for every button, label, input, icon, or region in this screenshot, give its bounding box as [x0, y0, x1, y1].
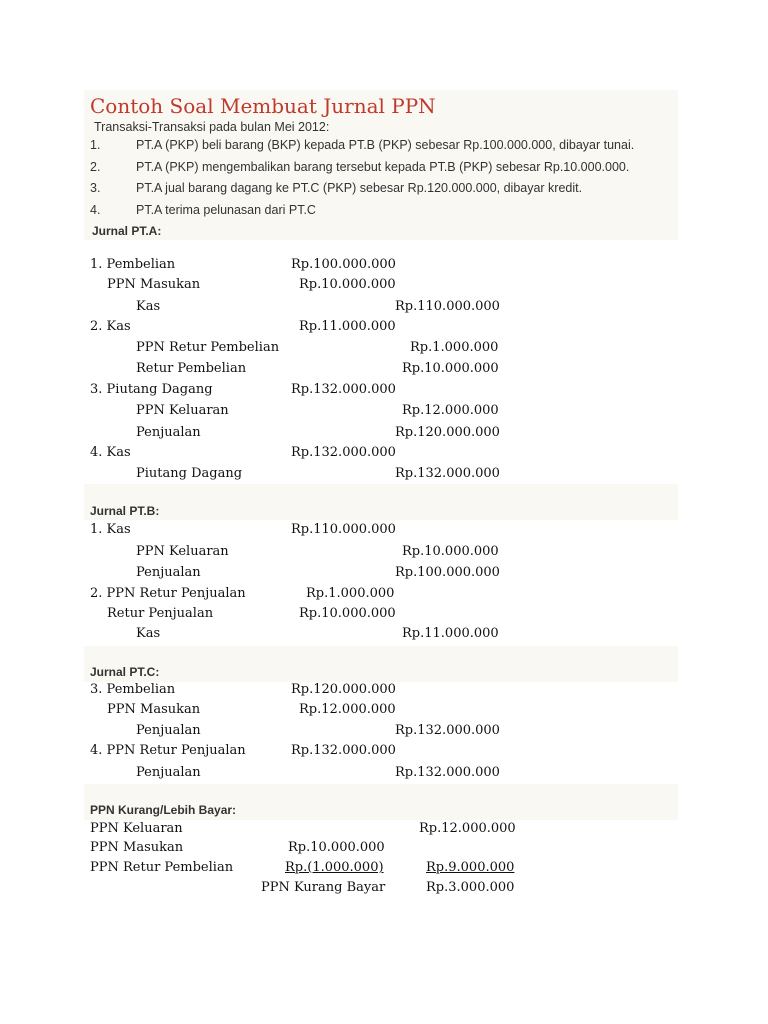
credit-value: Rp.1.000.000: [410, 340, 499, 355]
credit-value: Rp.132.000.000: [395, 466, 500, 481]
account-label: 1. Pembelian: [90, 257, 176, 272]
debit-value: Rp.132.000.000: [291, 743, 396, 758]
account-label: Penjualan: [136, 765, 201, 780]
credit-value: Rp.132.000.000: [395, 765, 500, 780]
account-label: Retur Pembelian: [136, 361, 247, 376]
account-label: PPN Masukan: [107, 277, 201, 292]
debit-value: Rp.10.000.000: [299, 606, 396, 621]
debit-value: Rp.10.000.000: [299, 277, 396, 292]
account-label: Kas: [136, 299, 161, 314]
credit-value: Rp.132.000.000: [395, 723, 500, 738]
ppn-retur-label: PPN Retur Pembelian: [90, 860, 234, 875]
account-label: Retur Penjualan: [107, 606, 214, 621]
debit-value: Rp.132.000.000: [291, 382, 396, 397]
account-label: 4. PPN Retur Penjualan: [90, 743, 246, 758]
ppn-keluaran-label: PPN Keluaran: [90, 821, 183, 836]
debit-value: Rp.120.000.000: [291, 682, 396, 697]
list-item: PT.A (PKP) mengembalikan barang tersebut kepada PT.B (PKP) sebesar Rp.10.000.000.: [136, 160, 630, 174]
ppn-kurang-label: PPN Kurang Bayar: [261, 880, 386, 895]
account-label: PPN Keluaran: [136, 403, 229, 418]
account-label: Penjualan: [136, 723, 201, 738]
account-label: 4. Kas: [90, 445, 131, 460]
jurnal-c-heading: Jurnal PT.C:: [90, 665, 160, 679]
ppn-heading: PPN Kurang/Lebih Bayar:: [90, 803, 237, 817]
debit-value: Rp.100.000.000: [291, 257, 396, 272]
debit-value: Rp.1.000.000: [306, 586, 395, 601]
jurnal-a-heading: Jurnal PT.A:: [92, 224, 162, 238]
jurnal-b-band: [84, 484, 678, 520]
credit-value: Rp.10.000.000: [402, 544, 499, 559]
ppn-subtotal-value: Rp.9.000.000: [426, 860, 515, 875]
list-item: PT.A terima pelunasan dari PT.C: [136, 203, 316, 217]
ppn-masukan-value: Rp.10.000.000: [288, 840, 385, 855]
account-label: PPN Masukan: [107, 702, 201, 717]
credit-value: Rp.100.000.000: [395, 565, 500, 580]
list-item-number: 1.: [90, 138, 101, 152]
page-title: Contoh Soal Membuat Jurnal PPN: [90, 94, 436, 118]
account-label: 3. Piutang Dagang: [90, 382, 213, 397]
debit-value: Rp.110.000.000: [291, 522, 396, 537]
list-item-number: 4.: [90, 203, 101, 217]
account-label: PPN Keluaran: [136, 544, 229, 559]
ppn-retur-value: Rp.(1.000.000): [285, 860, 384, 875]
account-label: PPN Retur Pembelian: [136, 340, 280, 355]
account-label: 1. Kas: [90, 522, 131, 537]
list-item-number: 3.: [90, 181, 101, 195]
credit-value: Rp.110.000.000: [395, 299, 500, 314]
account-label: Piutang Dagang: [136, 466, 243, 481]
account-label: 2. PPN Retur Penjualan: [90, 586, 246, 601]
intro-text: Transaksi-Transaksi pada bulan Mei 2012:: [94, 120, 330, 134]
credit-value: Rp.10.000.000: [402, 361, 499, 376]
debit-value: Rp.132.000.000: [291, 445, 396, 460]
credit-value: Rp.12.000.000: [402, 403, 499, 418]
ppn-masukan-label: PPN Masukan: [90, 840, 184, 855]
account-label: Kas: [136, 626, 161, 641]
list-item-number: 2.: [90, 160, 101, 174]
list-item: PT.A (PKP) beli barang (BKP) kepada PT.B (PKP) sebesar Rp.100.000.000, dibayar tunai.: [136, 138, 635, 152]
account-label: 2. Kas: [90, 319, 131, 334]
account-label: Penjualan: [136, 425, 201, 440]
debit-value: Rp.12.000.000: [299, 702, 396, 717]
account-label: 3. Pembelian: [90, 682, 176, 697]
credit-value: Rp.11.000.000: [402, 626, 499, 641]
jurnal-b-heading: Jurnal PT.B:: [90, 504, 160, 518]
account-label: Penjualan: [136, 565, 201, 580]
ppn-kurang-value: Rp.3.000.000: [426, 880, 515, 895]
credit-value: Rp.120.000.000: [395, 425, 500, 440]
ppn-keluaran-value: Rp.12.000.000: [419, 821, 516, 836]
list-item: PT.A jual barang dagang ke PT.C (PKP) sebesar Rp.120.000.000, dibayar kredit.: [136, 181, 583, 195]
jurnal-c-band: [84, 646, 678, 682]
debit-value: Rp.11.000.000: [299, 319, 396, 334]
